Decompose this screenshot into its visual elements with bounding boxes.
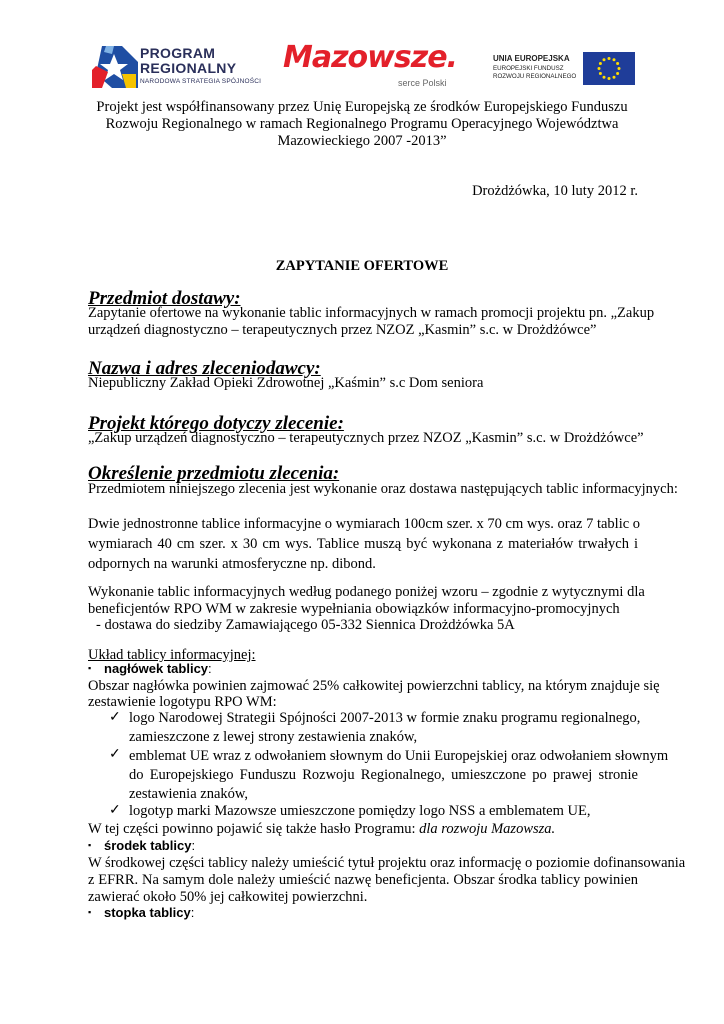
intro-line-1: Projekt jest współfinansowany przez Unię Europejską ze środków Europejskiego Funduszu xyxy=(96,99,628,115)
checkmark-icon: ✓ xyxy=(109,710,121,725)
srodek-colon: : xyxy=(191,838,196,853)
intro-line-3: Mazowieckiego 2007 -2013” xyxy=(277,133,447,149)
check2-line-2: do Europejskiego Funduszu Rozwoju Regionalnego, umieszczone po prawej stronie xyxy=(129,767,638,783)
bullet-icon: ▪ xyxy=(88,907,92,917)
okreslenie-p3-line-2: beneficjentów RPO WM w zakresie wypełniania obowiązków informacyjno-promocyjnych xyxy=(88,601,620,617)
okreslenie-p2-line-3: odpornych na warunki atmosferyczne np. dibond. xyxy=(88,556,376,572)
naglowek-colon: : xyxy=(208,661,212,676)
regionalny-text: REGIONALNY xyxy=(140,60,237,76)
check2-line-1: emblemat UE wraz z odwołaniem słownym do Unii Europejskiej oraz odwołaniem słownym xyxy=(129,748,669,764)
eu-logo xyxy=(493,50,636,86)
srodek-label: środek tablicy xyxy=(104,838,192,853)
document-date: Drożdżówka, 10 luty 2012 r. xyxy=(472,183,638,199)
srodek-line-1: W środkowej części tablicy należy umieścić tytuł projektu oraz informację o poziomie dofinansowania xyxy=(88,855,686,871)
zleceniodawca-line-1: Niepubliczny Zakład Opieki Zdrowotnej „Kaśmin” s.c Dom seniora xyxy=(88,375,484,391)
checkmark-icon: ✓ xyxy=(109,747,121,762)
document-title: ZAPYTANIE OFERTOWE xyxy=(275,258,449,274)
stopka-colon: : xyxy=(190,905,195,920)
heading-okreslenie: Określenie przedmiotu zlecenia: xyxy=(88,463,340,484)
logo-bar xyxy=(88,40,636,96)
naglowek-item xyxy=(104,660,212,678)
okreslenie-p3-line-3: - dostawa do siedziby Zamawiającego 05-332 Siennica Drożdżówka 5A xyxy=(96,617,515,633)
srodek-line-2: z EFRR. Na samym dole należy umieścić nazwę beneficjenta. Obszar środka tablicy powinien xyxy=(88,872,638,888)
eu-flag-icon xyxy=(583,52,635,85)
intro-line-2: Rozwoju Regionalnego w ramach Regionalnego Programu Operacyjnego Województwa xyxy=(105,116,619,132)
naglowek-line-2: zestawienie logotypu RPO WM: xyxy=(88,694,277,710)
eu-fund-text-2: ROZWOJU REGIONALNEGO xyxy=(493,73,577,80)
stopka-label: stopka tablicy xyxy=(104,905,191,920)
stopka-item xyxy=(104,904,194,922)
srodek-item xyxy=(104,837,195,855)
heading-zleceniodawca: Nazwa i adres zleceniodawcy: xyxy=(88,358,321,379)
okreslenie-line-1: Przedmiotem niniejszego zlecenia jest wykonanie oraz dostawa następujących tablic informacyjnych: xyxy=(88,481,678,497)
checkmark-icon: ✓ xyxy=(109,803,121,818)
okreslenie-p2-line-1: Dwie jednostronne tablice informacyjne o wymiarach 100cm szer. x 70 cm wys. oraz 7 tablic o xyxy=(88,516,641,532)
strategia-text: NARODOWA STRATEGIA SPÓJNOŚCI xyxy=(140,78,262,85)
check1-line-2: zamieszczone z lewej strony zestawienia znaków, xyxy=(129,729,418,745)
mazowsze-logo xyxy=(283,40,463,94)
program-text: PROGRAM xyxy=(140,45,216,61)
naglowek-line-1: Obszar nagłówka powinien zajmować 25% całkowitej powierzchni tablicy, na którym znajduje się xyxy=(88,678,660,694)
eu-title-text: UNIA EUROPEJSKA xyxy=(493,54,570,63)
heading-przedmiot: Przedmiot dostawy: xyxy=(88,288,241,309)
nss-star-icon xyxy=(92,44,138,90)
serce-polski-text: serce Polski xyxy=(398,78,447,88)
haslo-line xyxy=(88,821,555,838)
heading-projekt: Projekt którego dotyczy zlecenie: xyxy=(88,413,344,434)
srodek-line-3: zawierać około 50% jej całkowitej powierzchni. xyxy=(88,889,368,905)
eu-fund-text: EUROPEJSKI FUNDUSZ xyxy=(493,65,564,72)
okreslenie-p3-line-1: Wykonanie tablic informacyjnych według podanego poniżej wzoru – zgodnie z wytycznymi dla xyxy=(88,584,645,600)
program-regionalny-logo xyxy=(88,40,263,92)
uklad-heading: Układ tablicy informacyjnej: xyxy=(88,647,256,663)
haslo-italic: dla rozwoju Mazowsza. xyxy=(419,821,556,837)
przedmiot-line-1: Zapytanie ofertowe na wykonanie tablic informacyjnych w ramach promocji projektu pn. „Zakup xyxy=(88,305,655,321)
bullet-icon: ▪ xyxy=(88,663,92,673)
projekt-line-1: „Zakup urządzeń diagnostyczno – terapeutycznych przez NZOZ „Kasmin” s.c. w Drożdżówce” xyxy=(88,430,644,446)
haslo-prefix: W tej części powinno pojawić się także hasło Programu: xyxy=(88,821,420,837)
naglowek-label: nagłówek tablicy xyxy=(104,661,209,676)
przedmiot-line-2: urządzeń diagnostyczno – terapeutycznych przez NZOZ „Kasmin” s.c. w Drożdżówce” xyxy=(88,322,597,338)
mazowsze-wordmark: Mazowsze. xyxy=(283,40,457,75)
bullet-icon: ▪ xyxy=(88,840,92,850)
check1-line-1: logo Narodowej Strategii Spójności 2007-2013 w formie znaku programu regionalnego, xyxy=(129,710,641,726)
okreslenie-p2-line-2: wymiarach 40 cm szer. x 30 cm wys. Tablice muszą być wykonana z materiałów trwałych i xyxy=(88,536,638,552)
check2-line-3: zestawienia znaków, xyxy=(129,786,249,802)
check3-line-1: logotyp marki Mazowsze umieszczone pomiędzy logo NSS a emblematem UE, xyxy=(129,803,591,819)
